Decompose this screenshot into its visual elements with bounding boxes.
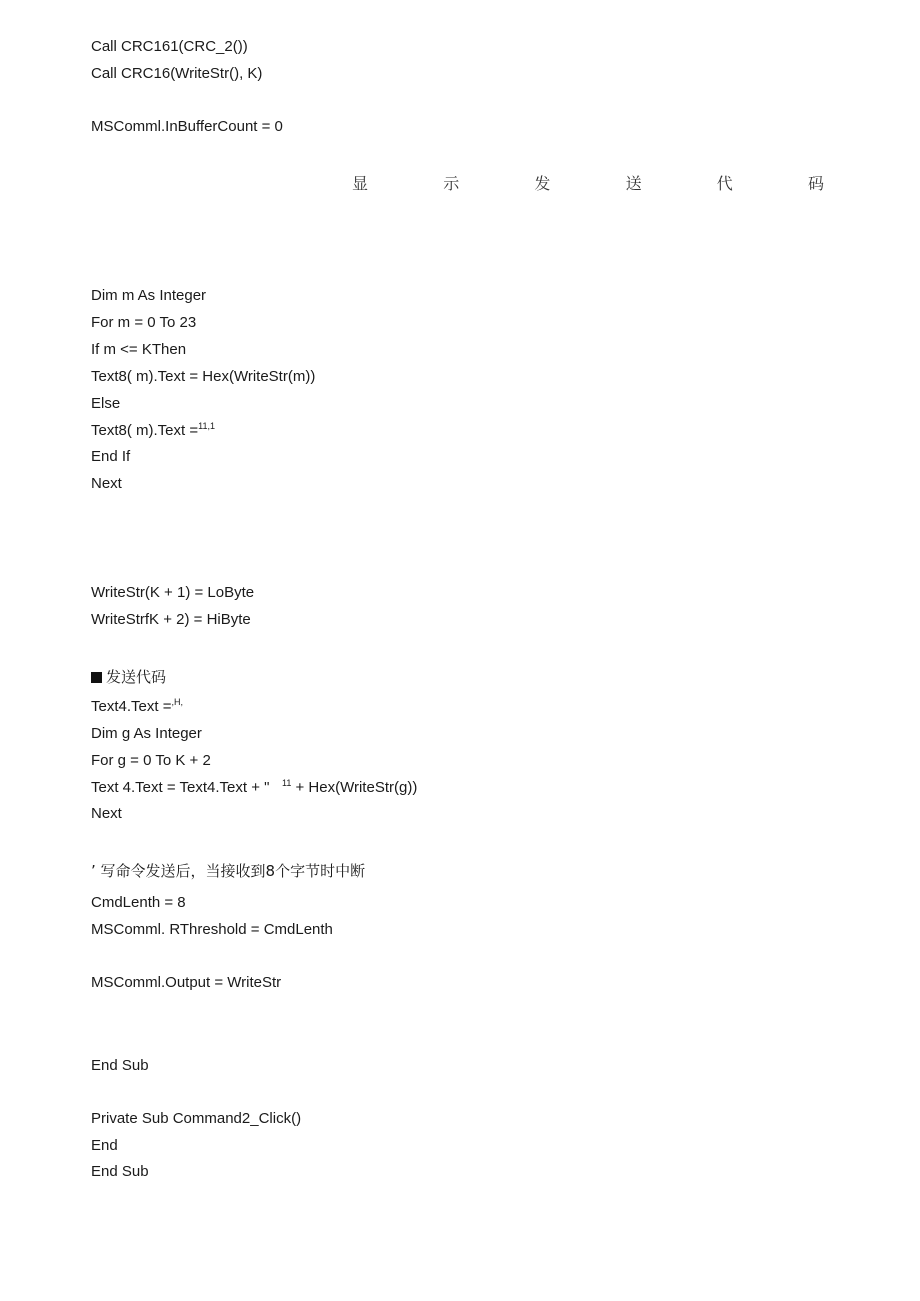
code-text: Text4.Text = xyxy=(91,698,172,715)
code-line-rthreshold: MSComml. RThreshold = CmdLenth xyxy=(91,921,333,938)
code-line-if-m: If m <= KThen xyxy=(91,341,187,358)
code-comment-line: ’ 写命令发送后，当接收到8个字节时中断 xyxy=(91,862,366,880)
code-line-call-crc161: Call CRC161(CRC_2()) xyxy=(91,38,248,55)
heading-char: 显 xyxy=(352,174,369,193)
code-line-next-m: Next xyxy=(91,475,122,492)
heading-char: 送 xyxy=(625,174,642,193)
code-line-text8-empty xyxy=(91,421,215,441)
superscript-mark: 11 xyxy=(281,778,292,788)
code-line-writestr-hibyte: WriteStrfK + 2) = HiByte xyxy=(91,611,251,628)
code-line-end-if: End If xyxy=(91,448,131,465)
heading-char: 代 xyxy=(716,174,733,193)
code-text: + Hex(WriteStr(g)) xyxy=(291,779,418,796)
code-line-text4-init xyxy=(91,697,183,717)
code-line-text4-append xyxy=(91,778,417,798)
code-line-text8-hex: Text8( m).Text = Hex(WriteStr(m)) xyxy=(91,368,316,385)
code-line-end-sub: End Sub xyxy=(91,1057,149,1074)
code-text: Text 4.Text = Text4.Text + " xyxy=(91,779,282,796)
code-line-private-sub: Private Sub Command2_Click() xyxy=(91,1110,302,1127)
superscript-mark: 11,1 xyxy=(198,421,215,431)
code-text: Text8( m).Text = xyxy=(91,422,199,439)
superscript-mark: ,H, xyxy=(171,697,183,707)
code-line-call-crc16: Call CRC16(WriteStr(), K) xyxy=(91,65,263,82)
code-line-dim-g: Dim g As Integer xyxy=(91,725,202,742)
heading-char: 码 xyxy=(807,174,824,193)
heading-char: 示 xyxy=(443,174,460,193)
code-line-cmdlenth: CmdLenth = 8 xyxy=(91,894,186,911)
section-heading-display-send-code xyxy=(352,174,824,194)
heading-char: 发 xyxy=(534,174,551,193)
code-line-dim-m: Dim m As Integer xyxy=(91,287,207,304)
code-line-for-g: For g = 0 To K + 2 xyxy=(91,752,211,769)
code-line-inbuffercount: MSComml.InBufferCount = 0 xyxy=(91,118,283,135)
code-line-writestr-lobyte: WriteStr(K + 1) = LoByte xyxy=(91,584,255,601)
code-line-end-sub-final: End Sub xyxy=(91,1163,149,1180)
section-heading-send-code xyxy=(91,667,166,687)
code-line-else: Else xyxy=(91,395,121,412)
square-bullet-icon xyxy=(91,672,102,683)
code-line-next-g: Next xyxy=(91,805,122,822)
code-line-for-m: For m = 0 To 23 xyxy=(91,314,197,331)
code-line-output: MSComml.Output = WriteStr xyxy=(91,974,282,991)
code-line-end: End xyxy=(91,1137,118,1154)
heading-text: 发送代码 xyxy=(106,668,167,686)
